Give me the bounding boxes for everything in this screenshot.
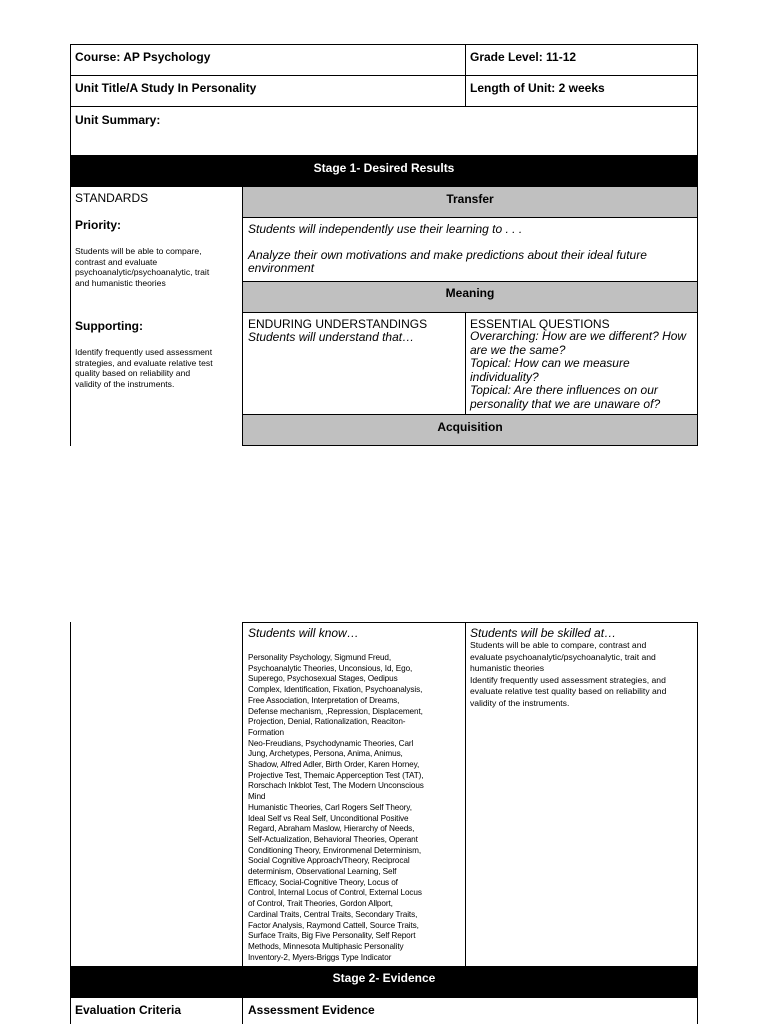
stage2-header — [70, 966, 698, 998]
p2-left-border — [70, 622, 71, 967]
unit-title-label: Unit Title/A Study In Personality — [75, 81, 257, 95]
evaluation-criteria-label: Evaluation Criteria — [75, 1003, 182, 1017]
unit-title-cell — [70, 75, 466, 107]
eq-text: Overarching: How are we different? How are we the same? Topical: How can we measure individuality? Topical: Are there influences on our personality that we are unaware of? — [470, 329, 687, 411]
p2-bottom-right-border — [697, 997, 698, 1024]
assessment-evidence-label: Assessment Evidence — [248, 1003, 375, 1017]
priority-text: Students will be able to compare, contrast and evaluate psychoanalytic/psychoanalytic, trait and humanistic theories — [75, 246, 210, 288]
length-of-unit-label: Length of Unit: 2 weeks — [470, 81, 605, 95]
eq-label: ESSENTIAL QUESTIONS — [470, 317, 610, 331]
eu-intro: Students will understand that… — [248, 330, 415, 344]
meaning-header — [242, 281, 698, 313]
unit-summary-cell — [70, 106, 698, 156]
acquisition-label: Acquisition — [437, 420, 503, 434]
acquisition-header — [242, 414, 698, 446]
p2-top-border — [242, 622, 698, 623]
skilled-intro: Students will be skilled at… — [470, 626, 617, 640]
transfer-label: Transfer — [446, 192, 494, 206]
skilled-text: Students will be able to compare, contrast and evaluate psychoanalytic/psychoanalytic, trait and humanistic theories Identify frequently used assessment strategies, and evaluate relative test quality based on reliability and validity of the instruments. — [470, 640, 667, 708]
supporting-text: Identify frequently used assessment strategies, and evaluate relative test quality based on reliability and validity of the instruments. — [75, 347, 213, 389]
standards-left-border — [70, 186, 71, 446]
unit-summary-label: Unit Summary: — [75, 113, 161, 127]
length-of-unit-cell — [465, 75, 698, 107]
transfer-header — [242, 186, 698, 218]
priority-label: Priority: — [75, 218, 122, 232]
supporting-label: Supporting: — [75, 319, 143, 333]
stage1-title: Stage 1- Desired Results — [313, 161, 455, 175]
essential-questions-cell — [465, 312, 698, 415]
meaning-label: Meaning — [445, 286, 495, 300]
p2-mid-border — [242, 622, 243, 967]
course-label: Course: AP Psychology — [75, 50, 211, 64]
grade-level-label: Grade Level: 11-12 — [470, 50, 577, 64]
p2-bottom-mid-border — [242, 997, 243, 1024]
standards-label: STANDARDS — [75, 191, 149, 205]
grade-level-cell — [465, 44, 698, 76]
p2-col-border — [465, 622, 466, 967]
know-intro: Students will know… — [248, 626, 359, 640]
stage1-header — [70, 155, 698, 187]
p2-bottom-left-border — [70, 997, 71, 1024]
stage2-title: Stage 2- Evidence — [332, 971, 436, 985]
p2-right-border — [697, 622, 698, 967]
transfer-text: Analyze their own motivations and make predictions about their ideal future environment — [248, 248, 647, 275]
eu-label: ENDURING UNDERSTANDINGS — [248, 317, 428, 331]
transfer-body — [242, 217, 698, 282]
enduring-understandings-cell — [242, 312, 466, 415]
transfer-intro: Students will independently use their learning to . . . — [248, 222, 523, 236]
know-text: Personality Psychology, Sigmund Freud, Psychoanalytic Theories, Unconsious, Id, Ego, Superego, Psychosexual Stages, Oedipus Complex, Identification, Fixation, Psychoanalysis, Free Association, Interpretation of Dreams, Defense mechanism, ,Repression, Displacement, Projection, Denial, Rationalization, Reaciton- Formation Neo-Freudians, Psychodynamic Theories, Carl Jung, Archetypes, Persona, Anima, Animus, Shadow, Alfred Adler, Birth Order, Karen Horney, Projective Test, Themaic Apperception Test (TAT), Rorschach Inkblot Test, The Modern Unconscious Mind Humanistic Theories, Carl Rogers Self Theory, Ideal Self vs Real Self, Unconditional Positive Regard, Abraham Maslow, Hierarchy of Needs, Self-Actualization, Behavioral Theories, Operant Conditioning Theory, Environmenal Determinism, Social Cognitive Approach/Theory, Reciprocal determinism, Observational Learning, Self Efficacy, Social-Cognitive Theory, Locus of Control, Internal Locus of Control, External Locus of Control, Trait Theories, Gordon Allport, Cardinal Traits, Central Traits, Secondary Traits, Factor Analysis, Raymond Cattell, Source Traits, Surface Traits, Big Five Personality, Self Report Methods, Minnesota Multiphasic Personality Inventory-2, Myers-Briggs Type Indicator — [248, 653, 424, 962]
course-cell — [70, 44, 466, 76]
